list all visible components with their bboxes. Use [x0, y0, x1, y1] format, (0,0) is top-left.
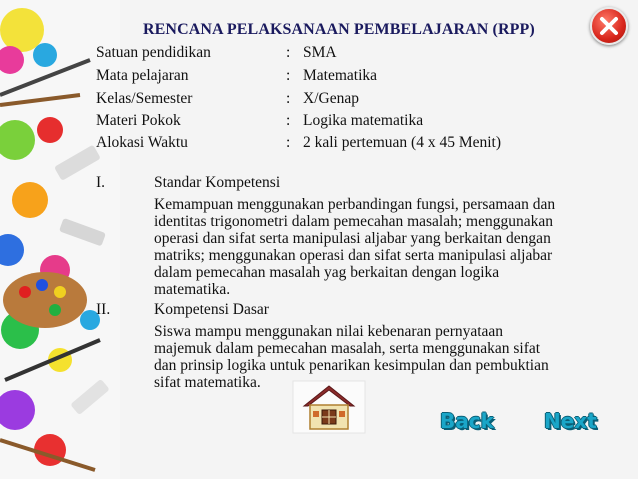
info-colon: :: [286, 44, 291, 61]
body-line: Kemampuan menggunakan perbandingan fungsi, persamaan dan: [154, 196, 556, 213]
info-label: Satuan pendidikan: [96, 44, 211, 61]
section-number: II.: [96, 301, 111, 318]
body-line: identitas trigonometri dalam pemecahan masalah; menggunakan: [154, 213, 553, 230]
info-value: 2 kali pertemuan (4 x 45 Menit): [303, 134, 502, 151]
page-title: RENCANA PELAKSANAAN PEMBELAJARAN (RPP): [143, 21, 535, 38]
section-heading: Kompetensi Dasar: [154, 301, 269, 318]
info-colon: :: [286, 90, 291, 107]
section-heading: Standar Kompetensi: [154, 174, 281, 191]
info-value: Logika matematika: [303, 112, 424, 129]
home-button[interactable]: [292, 380, 366, 434]
body-line: dalam pemecahan masalah yag berkaitan dengan logika: [154, 264, 500, 281]
back-button[interactable]: Back: [440, 409, 494, 433]
body-line: majemuk dalam pemecahan masalah, serta menggunakan sifat: [154, 340, 541, 357]
body-line: matematika.: [154, 281, 231, 298]
next-button[interactable]: Next: [544, 409, 597, 433]
close-icon: [599, 16, 619, 36]
info-label: Materi Pokok: [96, 112, 181, 129]
body-line: matriks; menggunakan operasi dan sifat serta manipulasi aljabar: [154, 247, 553, 264]
info-label: Kelas/Semester: [96, 90, 193, 107]
body-line: Siswa mampu menggunakan nilai kebenaran pernyataan: [154, 323, 504, 340]
info-colon: :: [286, 134, 291, 151]
info-value: Matematika: [303, 67, 378, 84]
home-icon: [292, 380, 366, 434]
close-button[interactable]: [590, 7, 628, 45]
body-line: dan prinsip logika untuk penarikan kesimpulan dan pembuktian: [154, 357, 549, 374]
info-label: Mata pelajaran: [96, 67, 189, 84]
body-line: operasi dan sifat serta manipulasi aljabar yang berkaitan dengan: [154, 230, 551, 247]
info-value: SMA: [303, 44, 337, 61]
info-colon: :: [286, 67, 291, 84]
body-line: sifat matematika.: [154, 374, 261, 391]
info-label: Alokasi Waktu: [96, 134, 188, 151]
info-colon: :: [286, 112, 291, 129]
section-body: [154, 196, 624, 298]
section-body: [154, 323, 624, 391]
info-value: X/Genap: [303, 90, 359, 107]
section-number: I.: [96, 174, 106, 191]
